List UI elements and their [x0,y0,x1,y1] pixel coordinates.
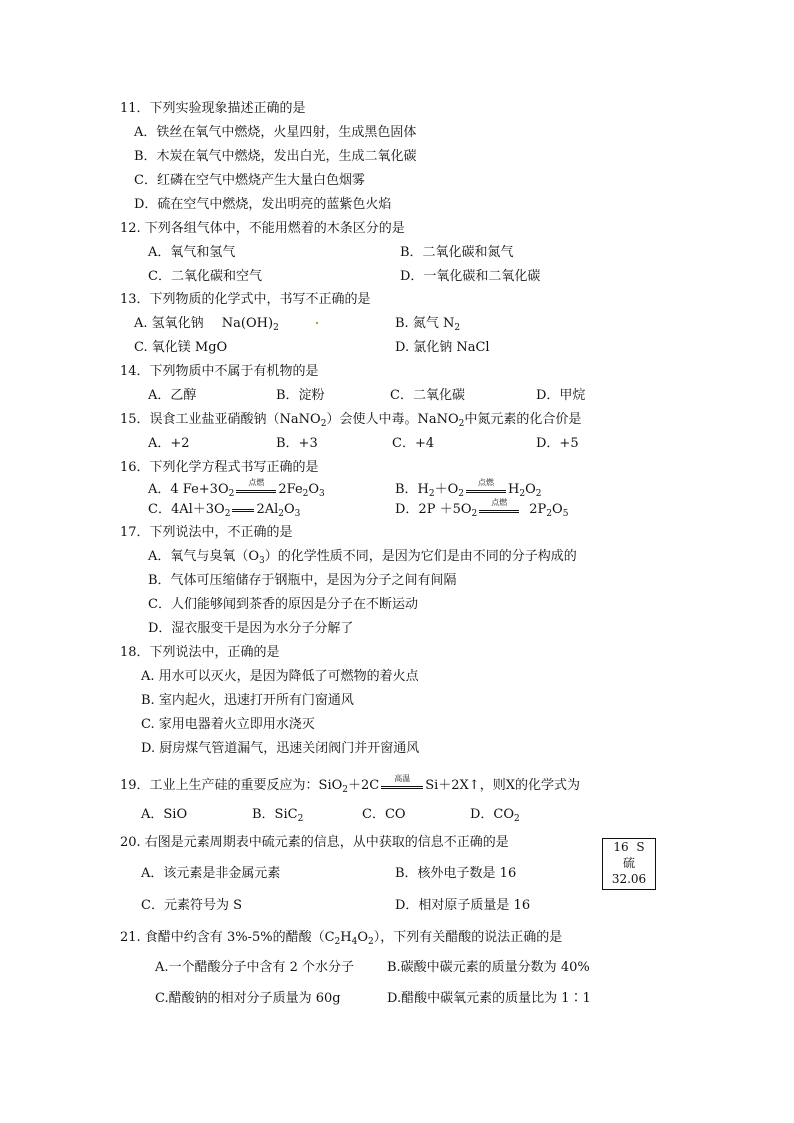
q14-option-a: A．乙醇 [148,388,197,403]
q19-stem-p3: Si＋2X↑，则X的化学式为 [425,778,580,793]
reaction-condition-arrow [236,478,276,498]
q13-a-formula: Na(OH) [221,316,274,331]
element-mass: 32.06 [611,872,647,886]
q20-stem: 20. 右图是元素周期表中硫元素的信息，从中获取的信息不正确的是 [120,835,509,850]
q16-d-label: D．2P ＋5O [395,502,472,517]
q13-stem: 13．下列物质的化学式中，书写不正确的是 [120,292,371,307]
q16-a-label: A．4 Fe+3O [148,482,229,497]
q12-stem: 12. 下列各组气体中，不能用燃着的木条区分的是 [120,221,405,236]
q21-option-d: D.醋酸中碳氧元素的质量比为 1∶1 [387,991,591,1006]
q21-s2: 4 [351,937,358,947]
q11-option-c: C．红磷在空气中燃烧产生大量白色烟雾 [134,173,365,188]
q14-option-b: B．淀粉 [276,388,325,403]
reaction-condition-arrow [381,774,423,794]
q18-option-b: B. 室内起火，迅速打开所有门窗通风 [141,693,354,708]
q14-stem: 14．下列物质中不属于有机物的是 [120,364,319,379]
q16-b-s2: 2 [458,489,465,499]
q16-b-s1: 2 [428,489,435,499]
q17-option-d: D．湿衣服变干是因为水分子分解了 [148,621,354,636]
q21-stem-p2: H [340,930,352,945]
q15-stem-p2: ）会使人中毒。NaNO [326,412,459,427]
q15-stem-p3: 中氮元素的化合价是 [464,412,582,427]
q16-a-s3: 3 [319,489,325,499]
q16-d-s3: 5 [562,509,569,519]
q16-b-mid: ＋O [434,482,459,497]
q19-stem [120,774,580,798]
q20-option-a: A．该元素是非金属元素 [141,866,281,881]
q13-b-label: B. 氮气 N [395,316,455,331]
q14-option-d: D．甲烷 [536,388,586,403]
condition-text: 点燃 [491,498,508,507]
q16-a-o: O [308,482,320,497]
q16-c-right: 2Al [256,502,279,517]
q16-c-label: C．4Al＋3O [148,502,225,517]
condition-text: 点燃 [478,478,495,487]
q12-option-b: B．二氧化碳和氮气 [400,245,514,260]
q16-c-s3: 3 [294,509,301,519]
q12-option-c: C．二氧化碳和空气 [148,269,262,284]
q17-a-rest: ）的化学性质不同，是因为它们是由不同的分子构成的 [264,549,577,564]
q20-option-c: C．元素符号为 S [141,898,242,913]
q15-stem-sub1: 2 [320,419,327,429]
q12-option-d: D．一氧化碳和二氧化碳 [400,269,541,284]
q18-option-a: A. 用水可以灭火，是因为降低了可燃物的着火点 [141,669,419,684]
equals-sign [232,502,254,518]
q19-d-sub: 2 [514,814,520,824]
q13-a-formula-sub: 2 [273,323,279,333]
q15-stem-p1: 15．误食工业盐亚硝酸钠（NaNO [120,412,321,427]
q19-option-c: C．CO [362,807,406,822]
q15-option-a: A．+2 [148,436,190,451]
q16-d-o: O [552,502,563,517]
q19-option-d [470,807,520,827]
q13-option-a [134,316,279,336]
q18-option-c: C. 家用电器着火立即用水浇灭 [141,717,315,732]
q19-b-sub: 2 [297,814,304,824]
q13-option-b [395,316,460,336]
q13-option-d: D. 氯化钠 NaCl [395,340,490,355]
q11-option-a: A．铁丝在氧气中燃烧，火星四射，生成黑色固体 [134,125,417,140]
q20-option-d: D．相对原子质量是 16 [395,898,531,913]
q16-c-s2: 2 [278,509,284,519]
q16-d-s2: 2 [546,509,553,519]
q17-option-a [148,549,577,569]
q20-option-b: B．核外电子数是 16 [395,866,517,881]
q13-option-c: C. 氧化镁 MgO [134,340,228,355]
q18-option-d: D. 厨房煤气管道漏气，迅速关闭阀门并开窗通风 [141,741,420,756]
q21-stem-p4: ），下列有关醋酸的说法正确的是 [373,930,563,945]
element-name: 硫 [622,856,635,870]
q19-option-a: A．SiO [141,807,188,822]
q11-option-b: B．木炭在氧气中燃烧，发出白光，生成二氧化碳 [134,149,417,164]
q17-a-sub: 3 [259,556,265,566]
q15-stem-sub2: 2 [458,419,465,429]
q19-b-label: B．SiC [252,807,298,822]
q16-stem: 16．下列化学方程式书写正确的是 [120,460,319,475]
q12-option-a: A．氧气和氢气 [148,245,236,260]
reaction-condition-arrow [466,478,506,498]
q16-b-o: O [525,482,536,497]
q16-a-right: 2Fe [278,482,303,497]
q21-option-b: B.碳酸中碳元素的质量分数为 40% [387,960,590,975]
q16-option-b [395,478,542,502]
q15-stem [120,412,581,432]
q17-stem: 17．下列说法中，不正确的是 [120,525,293,540]
q13-a-label: A. 氢氧化钠 [134,316,204,331]
element-symbol: S [636,840,645,854]
q15-option-b: B．+3 [276,436,318,451]
sulfur-element-card [602,838,656,890]
q16-d-s1: 2 [471,509,478,519]
q16-b-label: B．H [395,482,429,497]
q16-b-right: H [508,482,520,497]
element-number: 16 [613,840,629,854]
q18-stem: 18．下列说法中，正确的是 [120,645,280,660]
q21-option-a: A.一个醋酸分子中含有 2 个水分子 [155,960,355,975]
q15-option-c: C．+4 [392,436,435,451]
q19-option-b [252,807,303,827]
q19-stem-sub1: 2 [342,785,348,795]
q16-c-o: O [284,502,295,517]
q11-stem: 11．下列实验现象描述正确的是 [120,101,306,116]
q21-stem-p3: O [357,930,369,945]
q16-c-s1: 2 [224,509,231,519]
q16-a-s2: 2 [302,489,309,499]
q21-stem-p1: 21. 食醋中约含有 3%-5%的醋酸（C [120,930,335,945]
reaction-condition-arrow [479,498,519,518]
q16-option-a [148,478,325,502]
q15-option-d: D．+5 [536,436,579,451]
q16-option-c [148,502,300,522]
q11-option-d: D．硫在空气中燃烧，发出明亮的蓝紫色火焰 [134,197,392,212]
q16-b-s4: 2 [535,489,542,499]
q19-stem-p1: 19．工业上生产硅的重要反应为：SiO [120,778,343,793]
q21-option-c: C.醋酸钠的相对分子质量为 60g [155,991,341,1006]
q16-d-right: 2P [529,502,547,517]
q21-s1: 2 [334,937,341,947]
q21-s3: 2 [368,937,374,947]
stray-dot [316,322,318,324]
q16-a-s1: 2 [228,489,235,499]
q14-option-c: C．二氧化碳 [390,388,465,403]
q21-stem [120,930,562,950]
q13-b-sub: 2 [454,323,461,333]
q17-option-c: C．人们能够闻到茶香的原因是分子在不断运动 [148,597,418,612]
q19-stem-p2: ＋2C [348,778,380,793]
condition-text: 点燃 [248,478,265,487]
q17-a-label: A．氧气与臭氧（O [148,549,260,564]
element-number-symbol [603,839,655,855]
q19-d-label: D．CO [470,807,515,822]
q16-option-d [395,498,569,522]
q17-option-b: B．气体可压缩储存于钢瓶中，是因为分子之间有间隔 [148,573,457,588]
condition-text: 高温 [394,774,411,783]
q16-b-s3: 2 [519,489,526,499]
